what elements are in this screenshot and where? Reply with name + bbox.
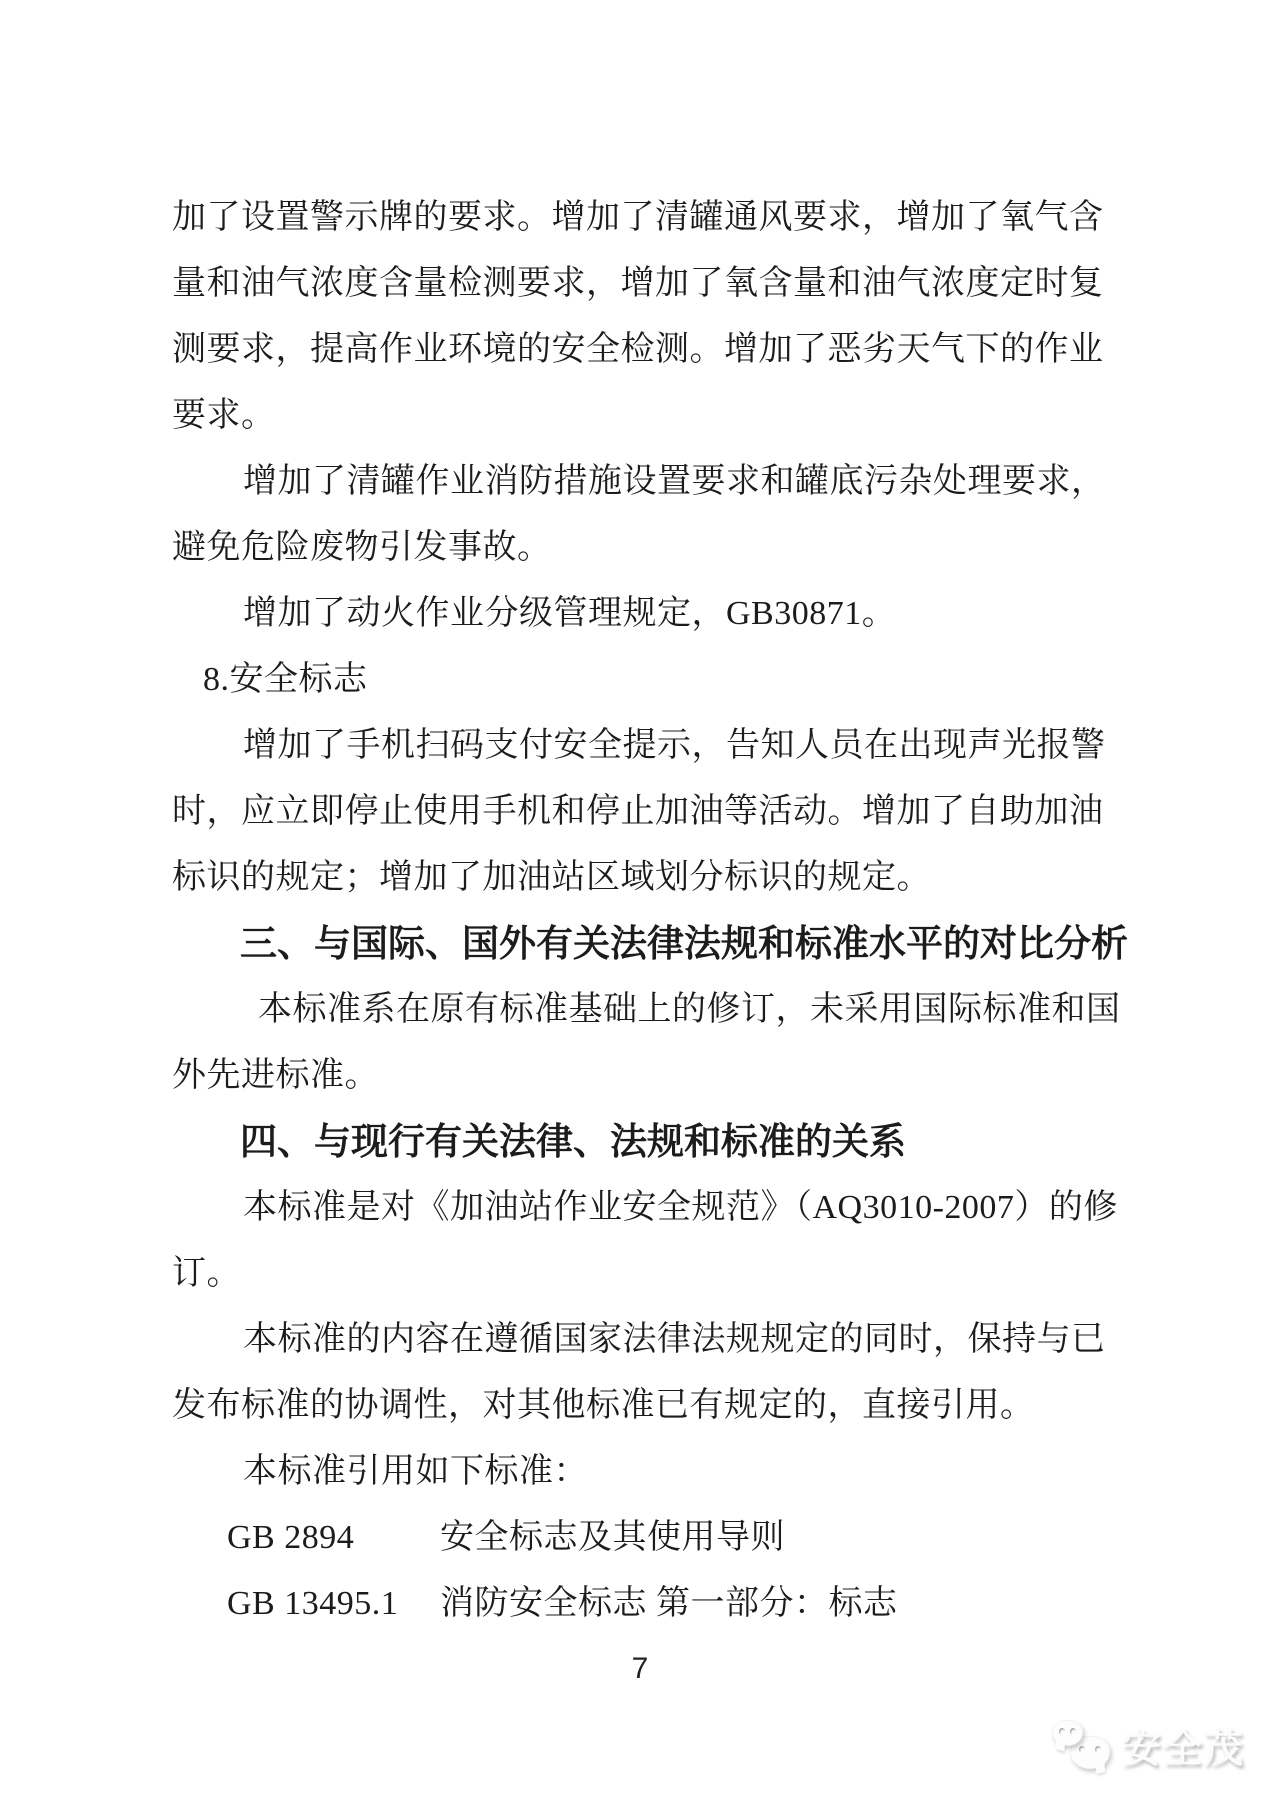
page-number: 7 bbox=[631, 1652, 649, 1685]
standard-code: GB 2894 bbox=[227, 1519, 355, 1556]
chat-bubble-icon bbox=[1052, 1720, 1083, 1746]
standard-code: GB 13495.1 bbox=[227, 1585, 399, 1622]
standard-title: 安全标志及其使用导则 bbox=[440, 1519, 785, 1556]
text-line: 增加了手机扫码支付安全提示，告知人员在出现声光报警 bbox=[243, 727, 1106, 764]
wechat-bubbles-icon bbox=[1052, 1718, 1114, 1774]
text-line: 订。 bbox=[172, 1255, 241, 1292]
text-line: 本标准是对《加油站作业安全规范》（AQ3010-2007）的修 bbox=[243, 1189, 1118, 1226]
text-line: 发布标准的协调性，对其他标准已有规定的，直接引用。 bbox=[172, 1387, 1035, 1424]
watermark-brand-text: 安全茂 bbox=[1121, 1728, 1245, 1771]
text-line: 本标准的内容在遵循国家法律法规规定的同时，保持与已 bbox=[243, 1321, 1106, 1358]
text-line: 本标准系在原有标准基础上的修订，未采用国际标准和国 bbox=[258, 991, 1121, 1028]
watermark bbox=[1052, 1718, 1245, 1774]
text-line: 本标准引用如下标准： bbox=[243, 1453, 588, 1490]
text-line: 8.安全标志 bbox=[203, 661, 368, 698]
referenced-standard-line bbox=[172, 1505, 1107, 1571]
section-heading: 三、与国际、国外有关法律法规和标准水平的对比分析 bbox=[240, 923, 1128, 964]
text-line: 增加了动火作业分级管理规定，GB30871。 bbox=[243, 595, 897, 632]
standard-title: 消防安全标志 第一部分：标志 bbox=[440, 1585, 898, 1622]
text-line: 要求。 bbox=[172, 397, 276, 434]
text-line: 时，应立即停止使用手机和停止加油等活动。增加了自助加油 bbox=[172, 793, 1104, 830]
referenced-standard-line bbox=[172, 1571, 1107, 1637]
document-body bbox=[172, 185, 1128, 1637]
text-line: 外先进标准。 bbox=[172, 1057, 379, 1094]
text-line: 测要求，提高作业环境的安全检测。增加了恶劣天气下的作业 bbox=[172, 331, 1104, 368]
chat-bubble-icon bbox=[1070, 1736, 1110, 1769]
text-line: 标识的规定；增加了加油站区域划分标识的规定。 bbox=[172, 859, 931, 896]
text-line: 量和油气浓度含量检测要求，增加了氧含量和油气浓度定时复 bbox=[172, 265, 1104, 302]
text-line: 增加了清罐作业消防措施设置要求和罐底污杂处理要求， bbox=[243, 463, 1106, 500]
text-line: 避免危险废物引发事故。 bbox=[172, 529, 552, 566]
text-line: 加了设置警示牌的要求。增加了清罐通风要求，增加了氧气含 bbox=[172, 199, 1104, 236]
section-heading: 四、与现行有关法律、法规和标准的关系 bbox=[240, 1121, 906, 1162]
